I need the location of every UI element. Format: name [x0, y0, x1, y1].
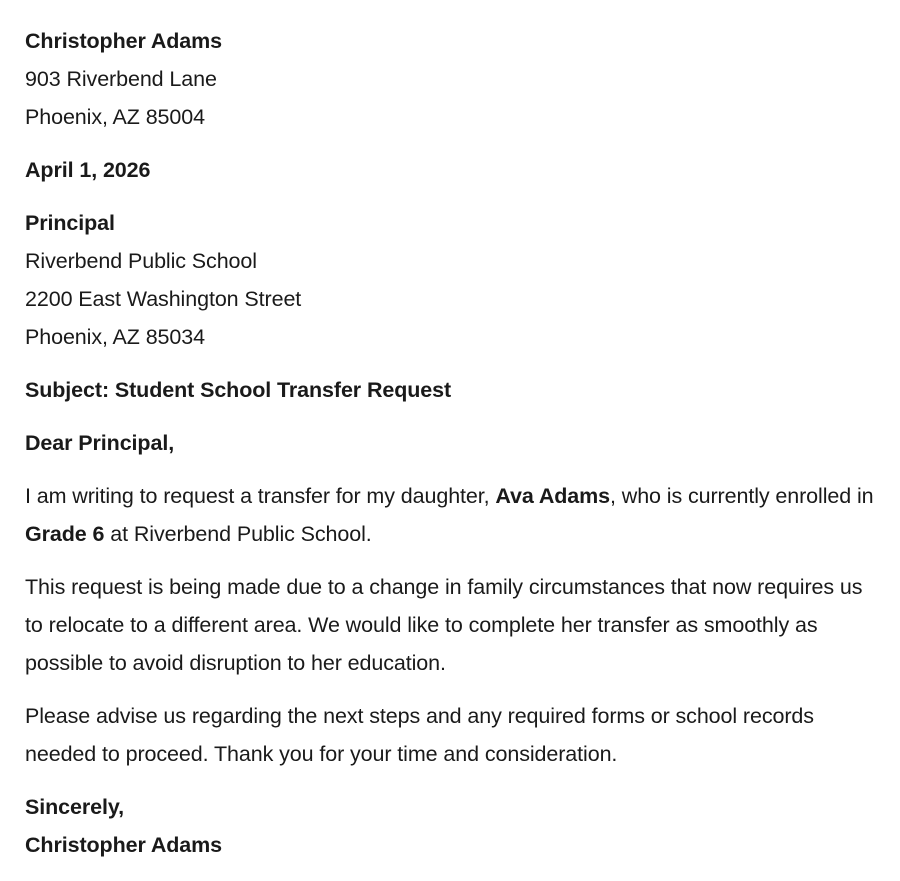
closing-block	[25, 788, 880, 864]
salutation-line: Dear Principal,	[25, 431, 175, 455]
body-paragraph-1	[25, 477, 880, 553]
closing-signature-name: Christopher Adams	[25, 833, 223, 857]
sender-street: 903 Riverbend Lane	[25, 67, 217, 91]
sender-city-state-zip: Phoenix, AZ 85004	[25, 105, 205, 129]
sender-address-block	[25, 22, 880, 136]
salutation-block	[25, 424, 880, 462]
body-paragraph-2: This request is being made due to a change in family circumstances that now requires us to relocate to a different area. We would like to complete her transfer as smoothly as possible to avoid disruption to her education.	[25, 575, 863, 675]
recipient-address-block	[25, 204, 880, 356]
body-paragraph-3: Please advise us regarding the next steps and any required forms or school records needed to proceed. Thank you for your time and consideration.	[25, 704, 814, 766]
recipient-organization: Riverbend Public School	[25, 249, 257, 273]
recipient-title: Principal	[25, 211, 115, 235]
subject-line: Subject: Student School Transfer Request	[25, 378, 452, 402]
student-grade-emphasis: Grade 6	[25, 522, 105, 546]
closing-valediction: Sincerely,	[25, 795, 124, 819]
sender-name: Christopher Adams	[25, 29, 223, 53]
recipient-city-state-zip: Phoenix, AZ 85034	[25, 325, 205, 349]
paragraph-1-text-part-1: I am writing to request a transfer for my daughter,	[25, 484, 496, 508]
recipient-street: 2200 East Washington Street	[25, 287, 302, 311]
letter-date: April 1, 2026	[25, 158, 151, 182]
subject-block	[25, 371, 880, 409]
student-name-emphasis: Ava Adams	[495, 484, 611, 508]
paragraph-1-text-part-2: , who is currently enrolled in	[610, 484, 874, 508]
paragraph-1-text-part-3: at Riverbend Public School.	[104, 522, 372, 546]
letter-date-block	[25, 151, 880, 189]
